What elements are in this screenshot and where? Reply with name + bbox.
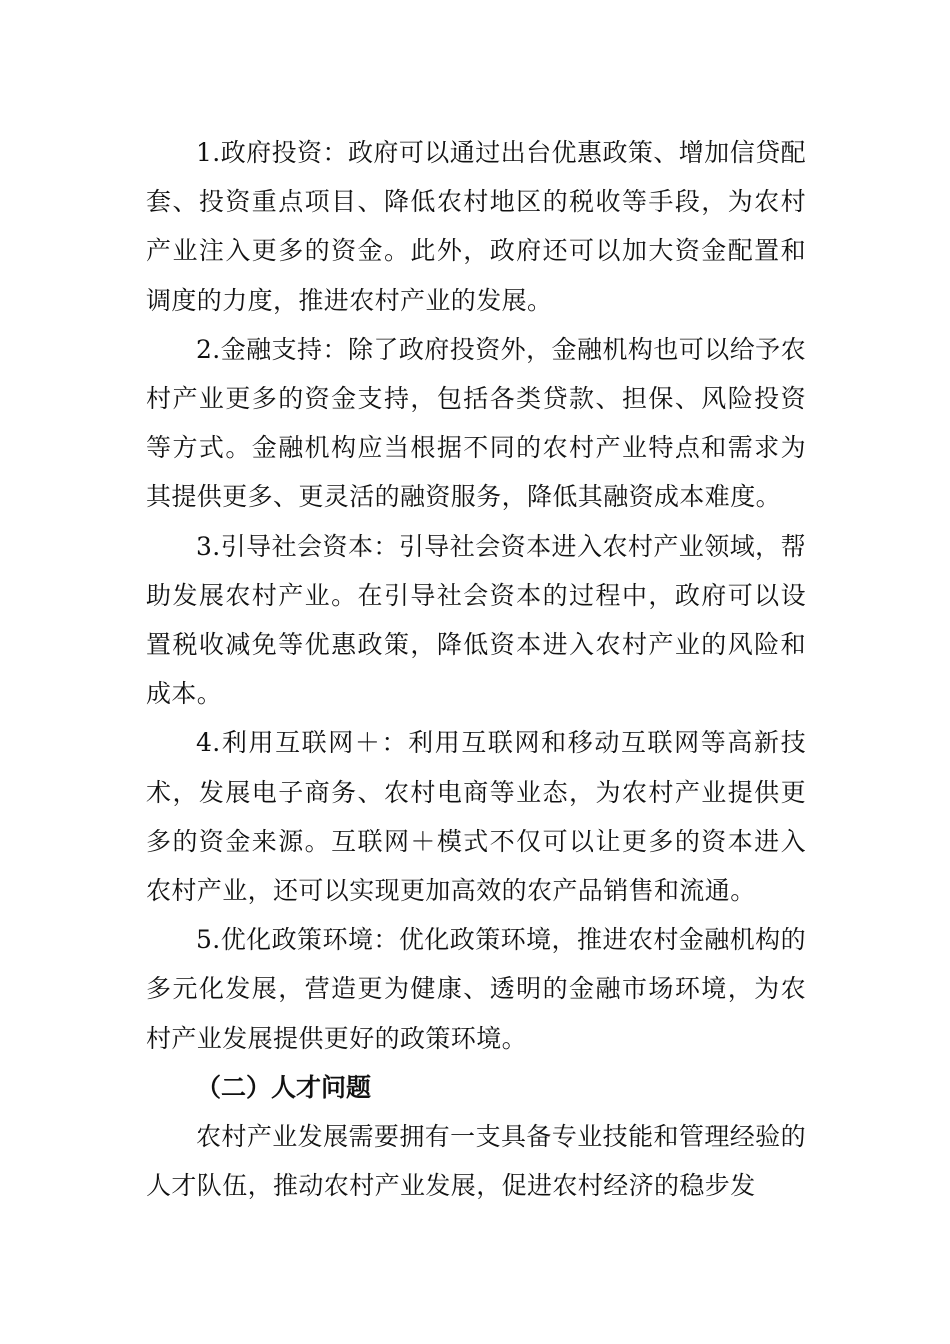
document-page bbox=[146, 128, 806, 1210]
paragraph-policy-environment: 5.优化政策环境：优化政策环境，推进农村金融机构的多元化发展，营造更为健康、透明的金融市场环境，为农村产业发展提供更好的政策环境。 bbox=[146, 925, 806, 1053]
section-heading-talent: （二）人才问题 bbox=[196, 1072, 372, 1102]
paragraph-financial-support: 2.金融支持：除了政府投资外，金融机构也可以给予农村产业更多的资金支持，包括各类贷款、担保、风险投资等方式。金融机构应当根据不同的农村产业特点和需求为其提供更多、更灵活的融资服务，降低其融资成本难度。 bbox=[146, 334, 806, 512]
paragraph-talent-intro: 农村产业发展需要拥有一支具备专业技能和管理经验的人才队伍，推动农村产业发展，促进农村经济的稳步发 bbox=[146, 1122, 806, 1201]
paragraph-government-investment: 1.政府投资：政府可以通过出台优惠政策、增加信贷配套、投资重点项目、降低农村地区的税收等手段，为农村产业注入更多的资金。此外，政府还可以加大资金配置和调度的力度，推进农村产业的发展。 bbox=[146, 138, 806, 315]
paragraph-internet-plus: 4.利用互联网＋：利用互联网和移动互联网等高新技术，发展电子商务、农村电商等业态，为农村产业提供更多的资金来源。互联网＋模式不仅可以让更多的资本进入农村产业，还可以实现更加高效的农产品销售和流通。 bbox=[146, 728, 806, 906]
paragraph-social-capital: 3.引导社会资本：引导社会资本进入农村产业领域，帮助发展农村产业。在引导社会资本的过程中，政府可以设置税收减免等优惠政策，降低资本进入农村产业的风险和成本。 bbox=[146, 531, 806, 709]
